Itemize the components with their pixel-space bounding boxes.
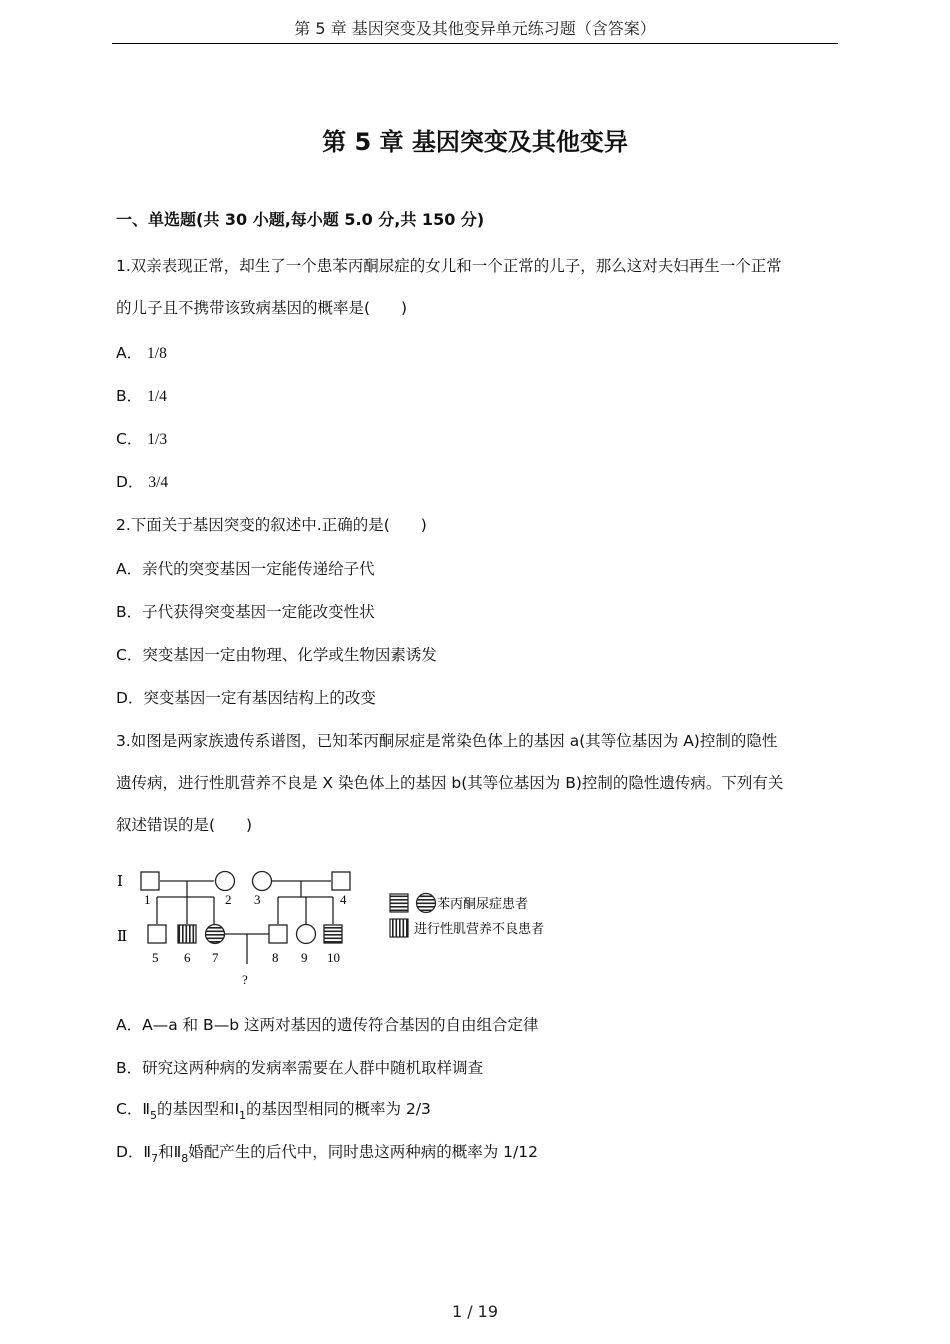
q1-option-b [116, 384, 167, 406]
header-divider [112, 43, 838, 44]
q3-stem-line1: 3.如图是两家族遗传系谱图，已知苯丙酮尿症是常染色体上的基因 a(其等位基因为 A)控制的隐性 [116, 732, 778, 750]
option-text: 的基因型相同的概率为 2/3 [246, 1100, 431, 1118]
q3-option-b: B．研究这两种病的发病率需要在人群中随机取样调查 [116, 1059, 484, 1077]
q2-option-a: A．亲代的突变基因一定能传递给子代 [116, 560, 375, 578]
individual-number: 1 [144, 892, 151, 907]
option-text: C．Ⅱ [116, 1100, 150, 1118]
pedigree-ii10-male-pku [324, 925, 342, 943]
generation-label-ii: Ⅱ [117, 929, 128, 945]
pedigree-ii6-male-dmd [178, 925, 196, 943]
option-value: 1/4 [147, 388, 167, 405]
option-text: D．Ⅱ [116, 1143, 152, 1161]
pedigree-i3-female [253, 872, 272, 891]
pedigree-ii7-female-pku [206, 925, 225, 944]
option-text: 和Ⅱ [158, 1143, 182, 1161]
q1-option-d [116, 470, 168, 492]
q3-stem-line2: 遗传病，进行性肌营养不良是 X 染色体上的基因 b(其等位基因为 B)控制的隐性遗传病。下列有关 [116, 774, 784, 792]
q1-option-c [116, 427, 167, 449]
pedigree-figure [112, 864, 572, 992]
q3-option-d [116, 1140, 538, 1165]
unknown-offspring-mark: ? [242, 972, 248, 987]
q3-stem-line3: 叙述错误的是( ) [116, 816, 253, 834]
pedigree-ii5-male [148, 925, 166, 943]
page-number: 1 / 19 [451, 1302, 499, 1321]
q1-stem-line2: 的儿子且不携带该致病基因的概率是( ) [116, 299, 408, 317]
option-label: D． [116, 473, 144, 491]
option-value: 3/4 [148, 474, 169, 491]
pedigree-i1-male [141, 872, 159, 890]
individual-number: 8 [272, 950, 279, 965]
page-header: 第 5 章 基因突变及其他变异单元练习题（含答案） [294, 19, 656, 38]
q1-stem-line1: 1.双亲表现正常，却生了一个患苯丙酮尿症的女儿和一个正常的儿子，那么这对夫妇再生一个正常 [116, 257, 782, 275]
individual-number: 7 [212, 950, 219, 965]
pedigree-i2-female [216, 872, 235, 891]
subscript: 1 [239, 1109, 247, 1122]
q2-option-d: D．突变基因一定有基因结构上的改变 [116, 689, 376, 707]
pedigree-ii8-male [269, 925, 287, 943]
subscript: 5 [149, 1109, 157, 1122]
option-label: A． [116, 344, 143, 362]
q2-stem: 2.下面关于基因突变的叙述中.正确的是( ) [116, 516, 427, 534]
individual-number: 10 [327, 950, 340, 965]
option-label: B． [116, 387, 143, 405]
individual-number: 4 [340, 892, 347, 907]
legend-pku-circle [417, 894, 436, 913]
legend-dmd-square [390, 919, 408, 937]
individual-number: 2 [225, 892, 232, 907]
legend-pku-label: 苯丙酮尿症患者 [437, 896, 529, 911]
generation-label-i: Ⅰ [117, 874, 123, 890]
section-heading: 一、单选题(共 30 小题,每小题 5.0 分,共 150 分) [116, 210, 485, 229]
q3-option-c [116, 1097, 431, 1122]
individual-number: 9 [301, 950, 308, 965]
subscript: 7 [151, 1152, 159, 1165]
q1-option-a [116, 341, 167, 363]
option-value: 1/3 [147, 431, 168, 448]
legend-dmd-label: 进行性肌营养不良患者 [414, 921, 545, 936]
option-label: C． [116, 430, 143, 448]
individual-number: 6 [184, 950, 191, 965]
q2-option-b: B．子代获得突变基因一定能改变性状 [116, 603, 375, 621]
individual-number: 3 [254, 892, 261, 907]
legend-pku-square [390, 894, 408, 912]
q3-option-a: A．A—a 和 B—b 这两对基因的遗传符合基因的自由组合定律 [116, 1016, 539, 1034]
pedigree-i4-male [332, 872, 350, 890]
option-text: 的基因型和Ⅰ [156, 1100, 240, 1118]
document-title: 第 5 章 基因突变及其他变异 [322, 128, 628, 156]
pedigree-ii9-female [297, 925, 316, 944]
q2-option-c: C．突变基因一定由物理、化学或生物因素诱发 [116, 646, 437, 664]
option-text: 婚配产生的后代中，同时患这两种病的概率为 1/12 [188, 1143, 538, 1161]
individual-number: 5 [152, 950, 159, 965]
subscript: 8 [181, 1152, 189, 1165]
option-value: 1/8 [147, 345, 167, 362]
